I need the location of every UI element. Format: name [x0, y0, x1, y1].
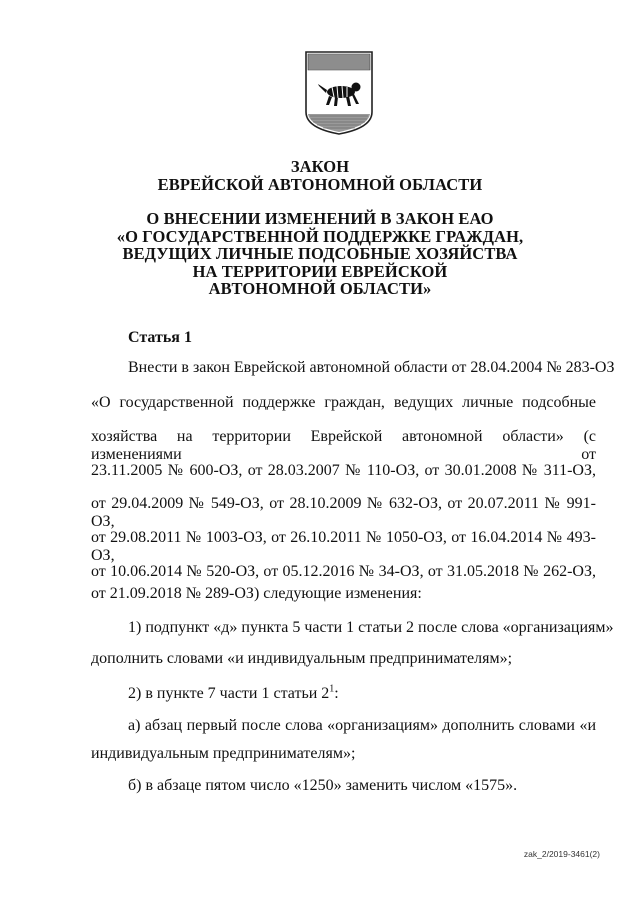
coat-of-arms	[304, 50, 374, 136]
subtitle-line: НА ТЕРРИТОРИИ ЕВРЕЙСКОЙ	[192, 261, 448, 281]
body-line: хозяйства на территории Еврейской автономной области» (с изменениями от	[91, 428, 596, 463]
item2-superscript: 1	[329, 683, 335, 695]
body-line: дополнить словами «и индивидуальным предпринимателям»;	[91, 650, 513, 667]
body-line: а) абзац первый после слова «организациям» дополнить словами «и	[128, 717, 596, 734]
body-line: от 10.06.2014 № 520-ОЗ, от 05.12.2016 № 34-ОЗ, от 31.05.2018 № 262-ОЗ,	[91, 563, 596, 580]
subtitle-line: АВТОНОМНОЙ ОБЛАСТИ»	[208, 279, 432, 298]
subtitle-line: О ВНЕСЕНИИ ИЗМЕНЕНИЙ В ЗАКОН ЕАО	[146, 209, 494, 228]
document-code: zak_2/2019-3461(2)	[523, 849, 600, 859]
subtitle-line: «О ГОСУДАРСТВЕННОЙ ПОДДЕРЖКЕ ГРАЖДАН,	[116, 226, 524, 246]
tiger-coat-of-arms-icon	[304, 50, 374, 136]
law-title	[0, 158, 640, 193]
body-line: 1) подпункт «д» пункта 5 части 1 статьи 2 после слова «организациям»	[128, 619, 614, 636]
article-heading: Статья 1	[128, 329, 192, 346]
title-line: ЗАКОН	[290, 157, 350, 176]
law-subtitle	[0, 210, 640, 298]
item2-tail: :	[334, 685, 339, 702]
body-line: от 21.09.2018 № 289-ОЗ) следующие изменения:	[91, 585, 422, 602]
body-line: 23.11.2005 № 600-ОЗ, от 28.03.2007 № 110-ОЗ, от 30.01.2008 № 311-ОЗ,	[91, 462, 596, 479]
body-line: б) в абзаце пятом число «1250» заменить числом «1575».	[128, 777, 518, 794]
body-line: от 29.08.2011 № 1003-ОЗ, от 26.10.2011 № 1050-ОЗ, от 16.04.2014 № 493-ОЗ,	[91, 529, 596, 564]
body-line: «О государственной поддержке граждан, ведущих личные подсобные	[91, 394, 596, 411]
body-line: индивидуальным предпринимателям»;	[91, 745, 356, 762]
item2-text: 2) в пункте 7 части 1 статьи 2	[128, 685, 330, 702]
body-line	[128, 685, 596, 703]
title-line: ЕВРЕЙСКОЙ АВТОНОМНОЙ ОБЛАСТИ	[157, 174, 483, 194]
subtitle-line: ВЕДУЩИХ ЛИЧНЫЕ ПОДСОБНЫЕ ХОЗЯЙСТВА	[122, 244, 518, 263]
body-line: Внести в закон Еврейской автономной области от 28.04.2004 № 283-ОЗ	[128, 359, 615, 376]
body-line: от 29.04.2009 № 549-ОЗ, от 28.10.2009 № 632-ОЗ, от 20.07.2011 № 991-ОЗ,	[91, 495, 596, 530]
